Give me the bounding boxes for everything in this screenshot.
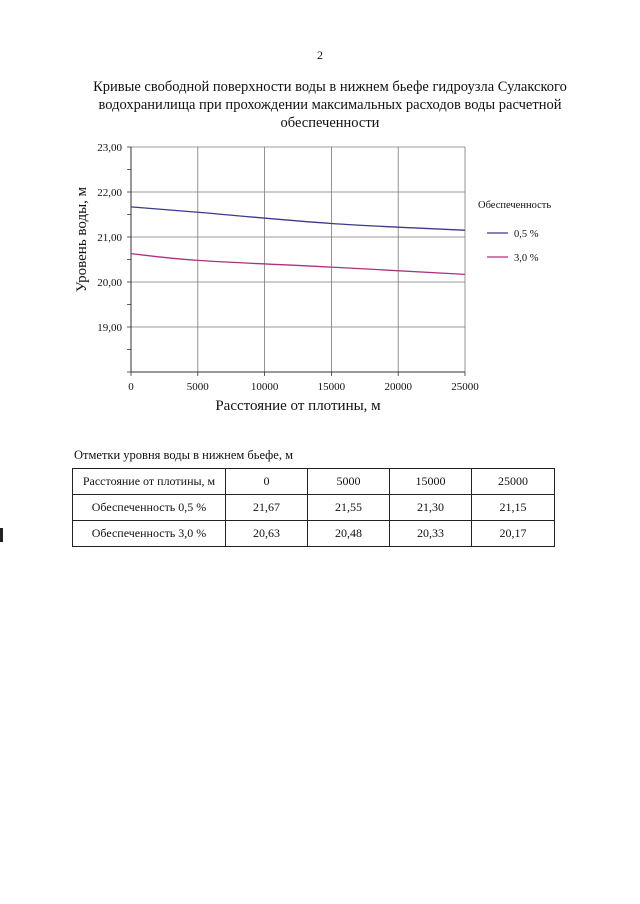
water-level-chart (0, 0, 640, 440)
table-cell: 20,17 (472, 521, 555, 547)
y-tick-label: 19,00 (97, 322, 122, 334)
y-tick-label: 21,00 (97, 232, 122, 244)
y-tick-label: 20,00 (97, 277, 122, 289)
table-cell: 0 (226, 469, 308, 495)
x-tick-label: 15000 (317, 381, 346, 393)
table-cell: 15000 (390, 469, 472, 495)
table-cell: 20,63 (226, 521, 308, 547)
table-caption: Отметки уровня воды в нижнем бьефе, м (74, 448, 293, 462)
y-tick-label: 23,00 (97, 142, 122, 154)
table-row (73, 521, 555, 547)
page-number: 2 (317, 48, 323, 62)
table-cell: Обеспеченность 3,0 % (73, 521, 226, 547)
table-cell: Расстояние от плотины, м (73, 469, 226, 495)
legend-label-2: 3,0 % (514, 253, 539, 264)
table-cell: 21,67 (226, 495, 308, 521)
table-cell: 20,48 (308, 521, 390, 547)
series-line-1 (131, 207, 465, 230)
x-axis-title: Расстояние от плотины, м (215, 398, 381, 414)
x-tick-label: 20000 (384, 381, 412, 393)
table-cell: Обеспеченность 0,5 % (73, 495, 226, 521)
legend-label-1: 0,5 % (514, 229, 539, 240)
x-tick-label: 0 (128, 381, 134, 393)
chart-title-line-1: Кривые свободной поверхности воды в нижнем бьефе гидроузла Сулакского (93, 79, 567, 95)
chart-title-line-2: водохранилища при прохождении максимальных расходов воды расчетной (98, 97, 562, 113)
table-cell: 5000 (308, 469, 390, 495)
series-line-2 (131, 254, 465, 275)
table-row (73, 469, 555, 495)
x-tick-label: 25000 (451, 381, 479, 393)
table-cell: 25000 (472, 469, 555, 495)
x-tick-label: 5000 (186, 381, 209, 393)
x-tick-label: 10000 (250, 381, 279, 393)
water-level-table (72, 468, 555, 547)
chart-title-line-3: обеспеченности (280, 115, 380, 131)
legend-title: Обеспеченность (478, 200, 552, 211)
table-cell: 21,15 (472, 495, 555, 521)
scan-edge-mark (0, 528, 3, 542)
table-cell: 21,30 (390, 495, 472, 521)
y-tick-label: 22,00 (97, 187, 122, 199)
table-row (73, 495, 555, 521)
table-cell: 20,33 (390, 521, 472, 547)
table-cell: 21,55 (308, 495, 390, 521)
y-axis-title: Уровень воды, м (74, 186, 90, 293)
